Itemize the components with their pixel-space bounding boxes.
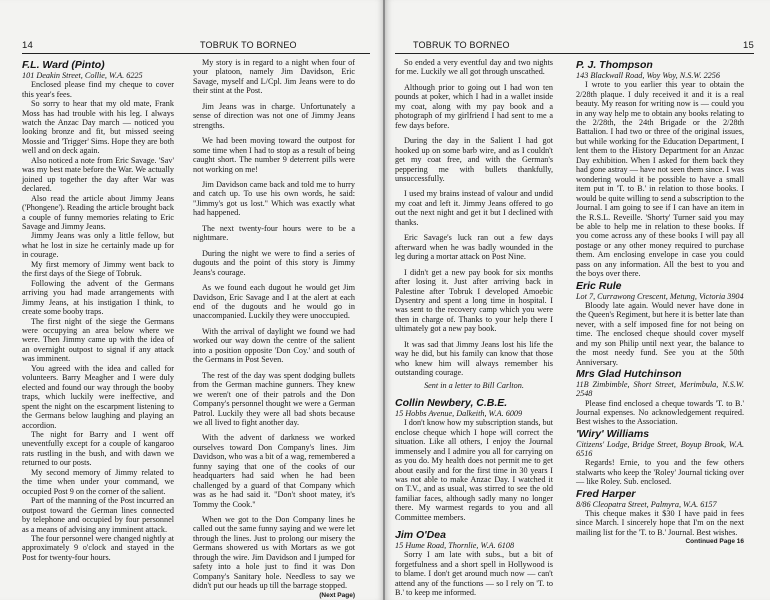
paragraph: The next twenty-four hours were to be a nightmare. bbox=[193, 223, 355, 243]
paragraph: Regards! Ernie, to you and the few others stalwarts who keep the 'Roley' Journal ticking over — like Roley. Sub. enclosed. bbox=[576, 458, 744, 487]
right-column-1 bbox=[395, 58, 553, 598]
letter-author: 'Wiry' Williams bbox=[576, 427, 650, 440]
paragraph: Please find enclosed a cheque towards 'T. to B.' Journal expenses. No acknowledgement required. Best wishes to the Association. bbox=[576, 398, 744, 427]
paragraph: The four personnel were changed nightly at approximately 9 o'clock and stayed in the Post for twenty-four hours. bbox=[22, 533, 174, 562]
paragraph: Following the advent of the Germans arriving you had made arrangements with Jimmy Jeans, at his instigation I think, to create some booby traps. bbox=[22, 278, 174, 317]
paragraph: Jimmy Jeans was only a little fellow, but what he lost in size he certainly made up for in courage. bbox=[22, 231, 174, 260]
letter-address: 8/86 Cleopatra Street, Palmyra, W.A. 6157 bbox=[576, 499, 717, 509]
paragraph: Also noticed a note from Eric Savage. 'Sav' was my best mate before the War. We actually joined up together the day after War was declared. bbox=[22, 155, 174, 194]
paragraph: My second memory of Jimmy related to the time when under your command, we occupied Post 9 on the corner of the salient. bbox=[22, 467, 174, 496]
letter-author: Collin Newbery, C.B.E. bbox=[395, 397, 508, 410]
paragraph: Although prior to going out I had won ten pounds at poker, which I had in a wallet inside my coat, along with my pay book and a photograph of my girlfriend I had sent to me a few days before. bbox=[395, 82, 553, 130]
paragraph: I didn't get a new pay book for six months after losing it. Just after arriving back in Palestine after Tobruk I developed Amoebic Dysentry and spent a long time in hospital. I was sent to the recovery camp which you were then in charge of. Thanks to your help there I ultimately got a new pay book. bbox=[395, 267, 553, 334]
letter-author: Jim O'Dea bbox=[395, 529, 446, 542]
paragraph: This cheque makes it $30 I have paid in fees since March. I sincerely hope that I'm on the next mailing list for the 'T. to B.' Journal. Best wishes. bbox=[576, 508, 744, 537]
paragraph: It was sad that Jimmy Jeans lost his life the way he did, but his family can know that those who knew him will always remember his outstanding courage. bbox=[395, 339, 553, 378]
letter-author: Mrs Glad Hutchinson bbox=[576, 368, 682, 381]
left-column-2 bbox=[193, 58, 355, 600]
header-rule bbox=[395, 53, 754, 54]
paragraph: As we found each dugout he would get Jim Davidson, Eric Savage and I at the alert at each end of the dugouts and he would go in unaccompanied. Luckily they were unoccupied. bbox=[193, 283, 355, 321]
paragraph: I wrote to you earlier this year to obtain the 2/28th plaque. I duly received it and it is a real beauty. My reason for writing now is — could you in any way help me to obtain any books relating to the 2/28th, the 24th Brigade or the 2/28th Battalion. I had two or three of the original issues, but while working for the Education Department, I lent them to the History Department for an Anzac Day exhibition. When I asked for them back they had gone astray — have not seen them since. I was wondering would it be possible to have a small item put in 'T. to B.' in relation to those books. I would be quite willing to send a subscription to the Journal. I am going to see if I can have an item in the R.S.L. Reveille. 'Shorty' Turner said you may be able to help me in relation to these books. If you come across any of these books I will pay all postage or any other money required to purchase them. Am enclosing envelope in case you could pass on any information. All the best to you and the boys over there. bbox=[576, 80, 744, 279]
letter-address: 15 Hume Road, Thornlie, W.A. 6108 bbox=[395, 541, 515, 551]
paragraph: Jim Jeans was in charge. Unfortunately a sense of direction was not one of Jimmy Jeans strengths. bbox=[193, 101, 355, 130]
continued-note: Continued Page 16 bbox=[685, 538, 744, 546]
paragraph: The night for Barry and I went off uneventfully except for a couple of kangaroo rats rustling in the bush, and with dawn we returned to our posts. bbox=[22, 429, 174, 468]
left-page bbox=[0, 0, 384, 600]
paragraph: During the day in the Salient I had got hooked up on some barb wire, and as I couldn't get my coat free, and with the German's peppering me with bullets thankfully, unsuccessfully. bbox=[395, 136, 553, 183]
sent-in-note: Sent in a letter to Bill Carlton. bbox=[424, 380, 524, 390]
paragraph: Part of the manning of the Post incurred an outpost toward the German lines connected by telephone and occupied by four personnel as a means of advising any imminent attack. bbox=[22, 496, 174, 534]
right-page-header bbox=[395, 40, 754, 52]
left-page-header bbox=[22, 40, 370, 52]
letter-author: Eric Rule bbox=[576, 279, 622, 292]
page-number: 15 bbox=[743, 40, 754, 51]
header-rule bbox=[22, 53, 370, 54]
letter-address: Citizens' Lodge, Bridge Street, Boyup Brook, W.A. 6516 bbox=[576, 439, 744, 459]
running-head: TOBRUK TO BORNEO bbox=[413, 40, 510, 50]
paragraph: We had been moving toward the outpost for some time when I had to stop as a result of being caught short. The number 9 deterrent pills were not working on me! bbox=[193, 136, 355, 174]
paragraph: The rest of the day was spent dodging bullets from the German machine gunners. They knew we weren't one of their patrols and the Don Company's personnel thought we were a German Patrol. Luckily they were all bad shots because we all lived to fight another day. bbox=[193, 370, 355, 427]
paragraph: Jim Davidson came back and told me to hurry and catch up. To use his own words, he said: "Jimmy's got us lost." Which was exactly what had happened. bbox=[193, 179, 355, 218]
paragraph: The first night of the siege the Germans were occupying an area below where we were. Then Jimmy came up with the idea of an overnight outpost to signal if any attack was imminent. bbox=[22, 316, 174, 364]
paragraph: Eric Savage's luck ran out a few days afterward when he was badly wounded in the leg during a mortar attack on Post Nine. bbox=[395, 233, 553, 262]
paragraph: With the arrival of daylight we found we had worked our way down the centre of the salient into a position opposite 'Don Coy.' and south of the Germans in Post Seven. bbox=[193, 326, 355, 365]
paragraph: I used my brains instead of valour and undid my coat and left it. Jimmy Jeans offered to go out the next night and get it but I declined with thanks. bbox=[395, 189, 553, 227]
paragraph: I don't know how my subscription stands, but enclose cheque which I hope will correct the situation. Like all others, I enjoy the Journal immensely and I admire you all for carrying on as you do. My health does not permit me to get about easily and for the first time in 30 years I was not able to make Anzac Day. I watched it on T.V., and as usual, was stirred to see the old familiar faces, although sadly many no longer there. My warmest regards to you and all Committee members. bbox=[395, 418, 553, 522]
paragraph: Bloody late again. Would never have done in the Queen's Regiment, but here it is better late than never, with a self imposed fine for not being on time. The enclosed cheque should cover myself and my son Philip until next year, the balance to the most needy fund. See you at the 50th Anniversary. bbox=[576, 300, 744, 367]
paragraph: When we got to the Don Company lines he called out the same funny saying and we were let through the lines. Just to prolong our misery the Germans showered us with Mortars as we got through the wire. Jim Davidson and I jumped for safety into a hole just to find it was Don Company's Sanitary hole. Needless to say we didn't put our heads up till the barrage stopped. bbox=[193, 515, 355, 591]
paragraph: My first memory of Jimmy went back to the first days of the Siege of Tobruk. bbox=[22, 259, 174, 279]
right-page bbox=[385, 0, 770, 600]
letter-address: 11B Zimbimble, Short Street, Merimbula, N.S.W. 2548 bbox=[576, 380, 744, 399]
paragraph: With the advent of darkness we worked ourselves toward Don Company's lines. Jim Davidson, who was a bit of a wag, remembered a funny saying that one of the cooks of our headquarters had said when he had been challenged by a guard of that Company which was as he had said it. "Don't shoot matey, it's Tommy the Cook." bbox=[193, 433, 355, 509]
paragraph: My story is in regard to a night when four of your platoon, namely Jim Davidson, Eric Savage, myself and L/Cpl. Jim Jeans were to do their stint at the Post. bbox=[193, 58, 355, 96]
paragraph: During the night we were to find a series of dugouts and the point of this story is Jimmy Jeans's courage. bbox=[193, 248, 355, 277]
page-number: 14 bbox=[22, 40, 33, 51]
paragraph: Also read the article about Jimmy Jeans ('Phongene'). Reading the article brought back a couple of funny memories relating to Eric Savage and Jimmy Jeans. bbox=[22, 193, 174, 231]
letter-author: Fred Harper bbox=[576, 487, 636, 500]
paragraph: Enclosed please find my cheque to cover this year's fees. bbox=[22, 80, 174, 99]
letter-address: 101 Deakin Street, Collie, W.A. 6225 bbox=[22, 71, 143, 80]
next-page-note: (Next Page) bbox=[319, 591, 355, 599]
paragraph: Sorry I am late with subs., but a bit of forgetfulness and a short spell in Hollywood is to blame. I don't get around much now — can't attend any of the functions — so I rely on 'T. to B.' to keep me informed. bbox=[395, 550, 553, 598]
letter-author: P. J. Thompson bbox=[576, 59, 653, 71]
paragraph: So sorry to hear that my old mate, Frank Moss has had trouble with his leg. I always watch the Anzac Day march — noticed you looking bronze and fit, but missed seeing Mossie and 'Trigger' Sims. Hope they are both well and on deck again. bbox=[22, 99, 174, 156]
paragraph: You agreed with the idea and called for volunteers. Barry Meagher and I were duly elected and found our way through the booby traps, which luckily were ineffective, and spent the night on the escarpment listening to the Germans below laughing and playing an accordion. bbox=[22, 363, 174, 430]
running-head: TOBRUK TO BORNEO bbox=[200, 40, 297, 50]
right-column-2 bbox=[576, 58, 744, 547]
left-column-1 bbox=[22, 58, 174, 562]
letter-address: Lot 7, Currawong Crescent, Metung, Victoria 3904 bbox=[576, 291, 744, 301]
letter-address: 15 Hobbs Avenue, Dalkeith, W.A. 6009 bbox=[395, 409, 523, 419]
letter-address: 143 Blackwall Road, Woy Woy, N.S.W. 2256 bbox=[576, 71, 720, 80]
letter-author: F.L. Ward (Pinto) bbox=[22, 59, 105, 71]
paragraph: So ended a very eventful day and two nights for me. Luckily we all got through unscathed. bbox=[395, 58, 553, 77]
